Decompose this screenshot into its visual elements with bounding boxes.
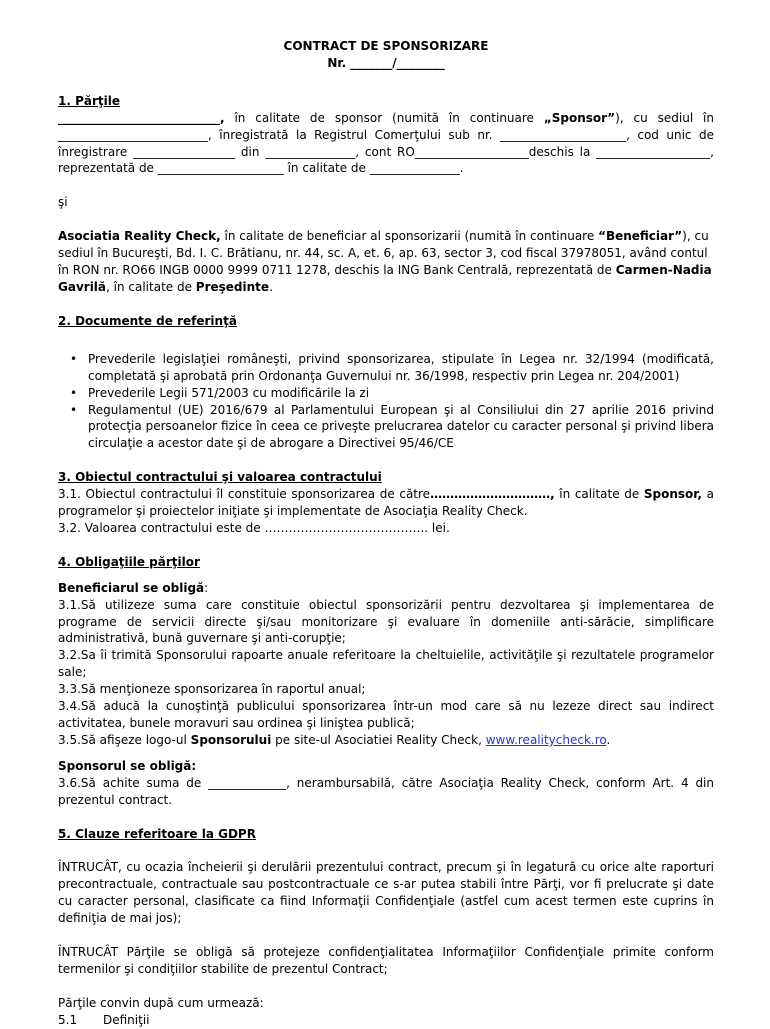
definitions-heading [58, 1012, 714, 1029]
sponsor-rest: ), cu sediul în _________________________, înregistrată la Registrul Comerţului sub nr. _____________________, cod unic de înregistrare _________________ din _______________, cont RO___________________deschis la ___________________, reprezentată de _____________________ în calitate de _______________. [58, 110, 715, 176]
sponsor-blank-dots: …………………………, [430, 487, 555, 502]
parties-agree: Părţile convin după cum urmează: [58, 995, 264, 1010]
sponsor-bold: Sponsorului [190, 732, 272, 747]
clause-3-1-text-2: în calitate de [554, 487, 644, 502]
clause-3-1 [58, 486, 714, 520]
beneficiary-end: . [269, 279, 273, 294]
sponsor-paragraph [58, 110, 714, 178]
beneficiary-obligations-heading [58, 580, 714, 597]
colon: : [204, 580, 209, 595]
beneficiary-text-1: în calitate de beneficiar al sponsorizarii (numită în continuare [220, 229, 599, 244]
obligation-item-logo [58, 732, 714, 749]
beneficiary-name: Asociatia Reality Check, [58, 229, 221, 244]
definitions-label: Definiţii [103, 1012, 150, 1027]
obligation-item: 3.1.Să utilizeze suma care constituie obiectul sponsorizării pentru dezvoltarea şi implementarea de programe de servicii directe şi/sau monitorizare şi evaluare în domeniile anti-sărăcie, simplificare administrativă, bună guvernare şi anti-corupţie; [58, 597, 714, 646]
beneficiary-text-3: , în calitate de [106, 279, 196, 294]
beneficiary-obligations-title: Beneficiarul se obligă [58, 580, 205, 595]
contract-document [58, 38, 714, 1029]
contract-title: CONTRACT DE SPONSORIZARE [283, 39, 489, 53]
obligation-item: 3.6.Să achite suma de _____________, nerambursabilă, către Asociaţia Reality Check, conform Art. 4 din prezentul contract. [58, 775, 714, 807]
list-item: • Prevederile Legii 571/2003 cu modificările la zi [58, 385, 714, 402]
list-item: • Regulamentul (UE) 2016/679 al Parlamentului European şi al Consiliului din 27 aprilie 2016 privind protecţia persoanelor fizice în ceea ce priveşte prelucrarea datelor cu caracter personal şi privind libera circulaţie a acestor date şi de abrogare a Directivei 95/46/CE [58, 402, 714, 453]
sponsor-obligations-heading: Sponsorul se obligă: [58, 758, 197, 773]
reference-documents-list [58, 351, 714, 452]
and-conjunction: şi [58, 195, 68, 210]
beneficiary-text-2: ), cu sediul în Bucureşti, Bd. I. C. Brătianu, nr. 44, sc. A, et. 6, ap. 63, sector 3, cod fiscal 37978051, având contul în RON nr. RO66 INGB 0000 9999 0711 1278, deschis la ING Bank Centrală, reprezentată de [58, 229, 709, 278]
section-2-heading: 2. Documente de referinţă [58, 313, 237, 328]
sponsor-text: în calitate de sponsor (numită în continuare [224, 110, 544, 125]
website-link[interactable]: www.realitycheck.ro [485, 732, 607, 747]
beneficiary-label: “Beneficiar” [598, 229, 683, 244]
representative-role: Preşedinte [195, 279, 270, 294]
section-1-heading: 1. Părţile [58, 93, 120, 108]
logo-end: . [606, 732, 611, 747]
obligation-item: 3.3.Să menţioneze sponsorizarea în raportul anual; [58, 682, 366, 697]
obligation-item: 3.4.Să aducă la cunoştinţă publicului sponsorizarea într-un mod care să nu lezeze direct sau indirect activitatea, bunele moravuri sau ordinea şi liniştea publică; [58, 699, 714, 730]
clause-number: 5.1 [58, 1012, 78, 1027]
logo-text: 3.5.Să afişeze logo-ul [58, 732, 191, 747]
contract-number: Nr. _______/________ [327, 55, 445, 70]
section-5-heading: 5. Clauze referitoare la GDPR [58, 826, 256, 841]
sponsor-name-blank: ___________________________, [58, 110, 225, 125]
obligation-item: 3.2.Sa îi trimită Sponsorului rapoarte anuale referitoare la cheltuielile, activităţile şi rezultatele programelor sale; [58, 648, 714, 680]
beneficiary-paragraph [58, 228, 714, 296]
clause-3-1-text-3: a programelor şi proiectelor iniţiate şi implementate de Asociaţia Reality Check. [58, 487, 714, 519]
logo-text-2: pe site-ul Asociatiei Reality Check, [271, 732, 486, 747]
gdpr-whereas-2: ÎNTRUCÂT Părţile se obligă să protejeze confidenţialitatea Informaţiilor Confidenţiale primite conform termenilor şi condiţiilor stabilite de prezentul Contract; [58, 945, 714, 976]
gdpr-whereas-1: ÎNTRUCÂT, cu ocazia încheierii şi derulării prezentului contract, precum şi în legatură cu orice alte raporturi precontractuale, contractuale sau postcontractuale ce s-ar putea stabili între Părţi, vor fi prelucrate şi date cu caracter personal, clasificate ca fiind Informaţii Confidenţiale (astfel cum acest termen este cuprins în definiţia de mai jos); [58, 860, 714, 926]
section-3-heading: 3. Obiectul contractului şi valoarea contractului [58, 470, 382, 485]
sponsor-word: Sponsor, [643, 487, 702, 502]
sponsor-label: „Sponsor” [543, 110, 616, 125]
section-4-heading: 4. Obligaţiile părţilor [58, 554, 200, 569]
list-item: • Prevederile legislaţiei româneşti, privind sponsorizarea, stipulate în Legea nr. 32/1994 (modificată, completată şi aprobată prin Ordonanţa Guvernului nr. 36/1998, respectiv prin Legea nr. 204/2001) [58, 351, 714, 385]
clause-3-2: 3.2. Valoarea contractului este de ………………………………….. lei. [58, 520, 450, 535]
representative-name: Carmen-Nadia Gavrilă [58, 263, 712, 294]
clause-3-1-text: 3.1. Obiectul contractului îl constituie sponsorizarea de către [58, 487, 431, 502]
